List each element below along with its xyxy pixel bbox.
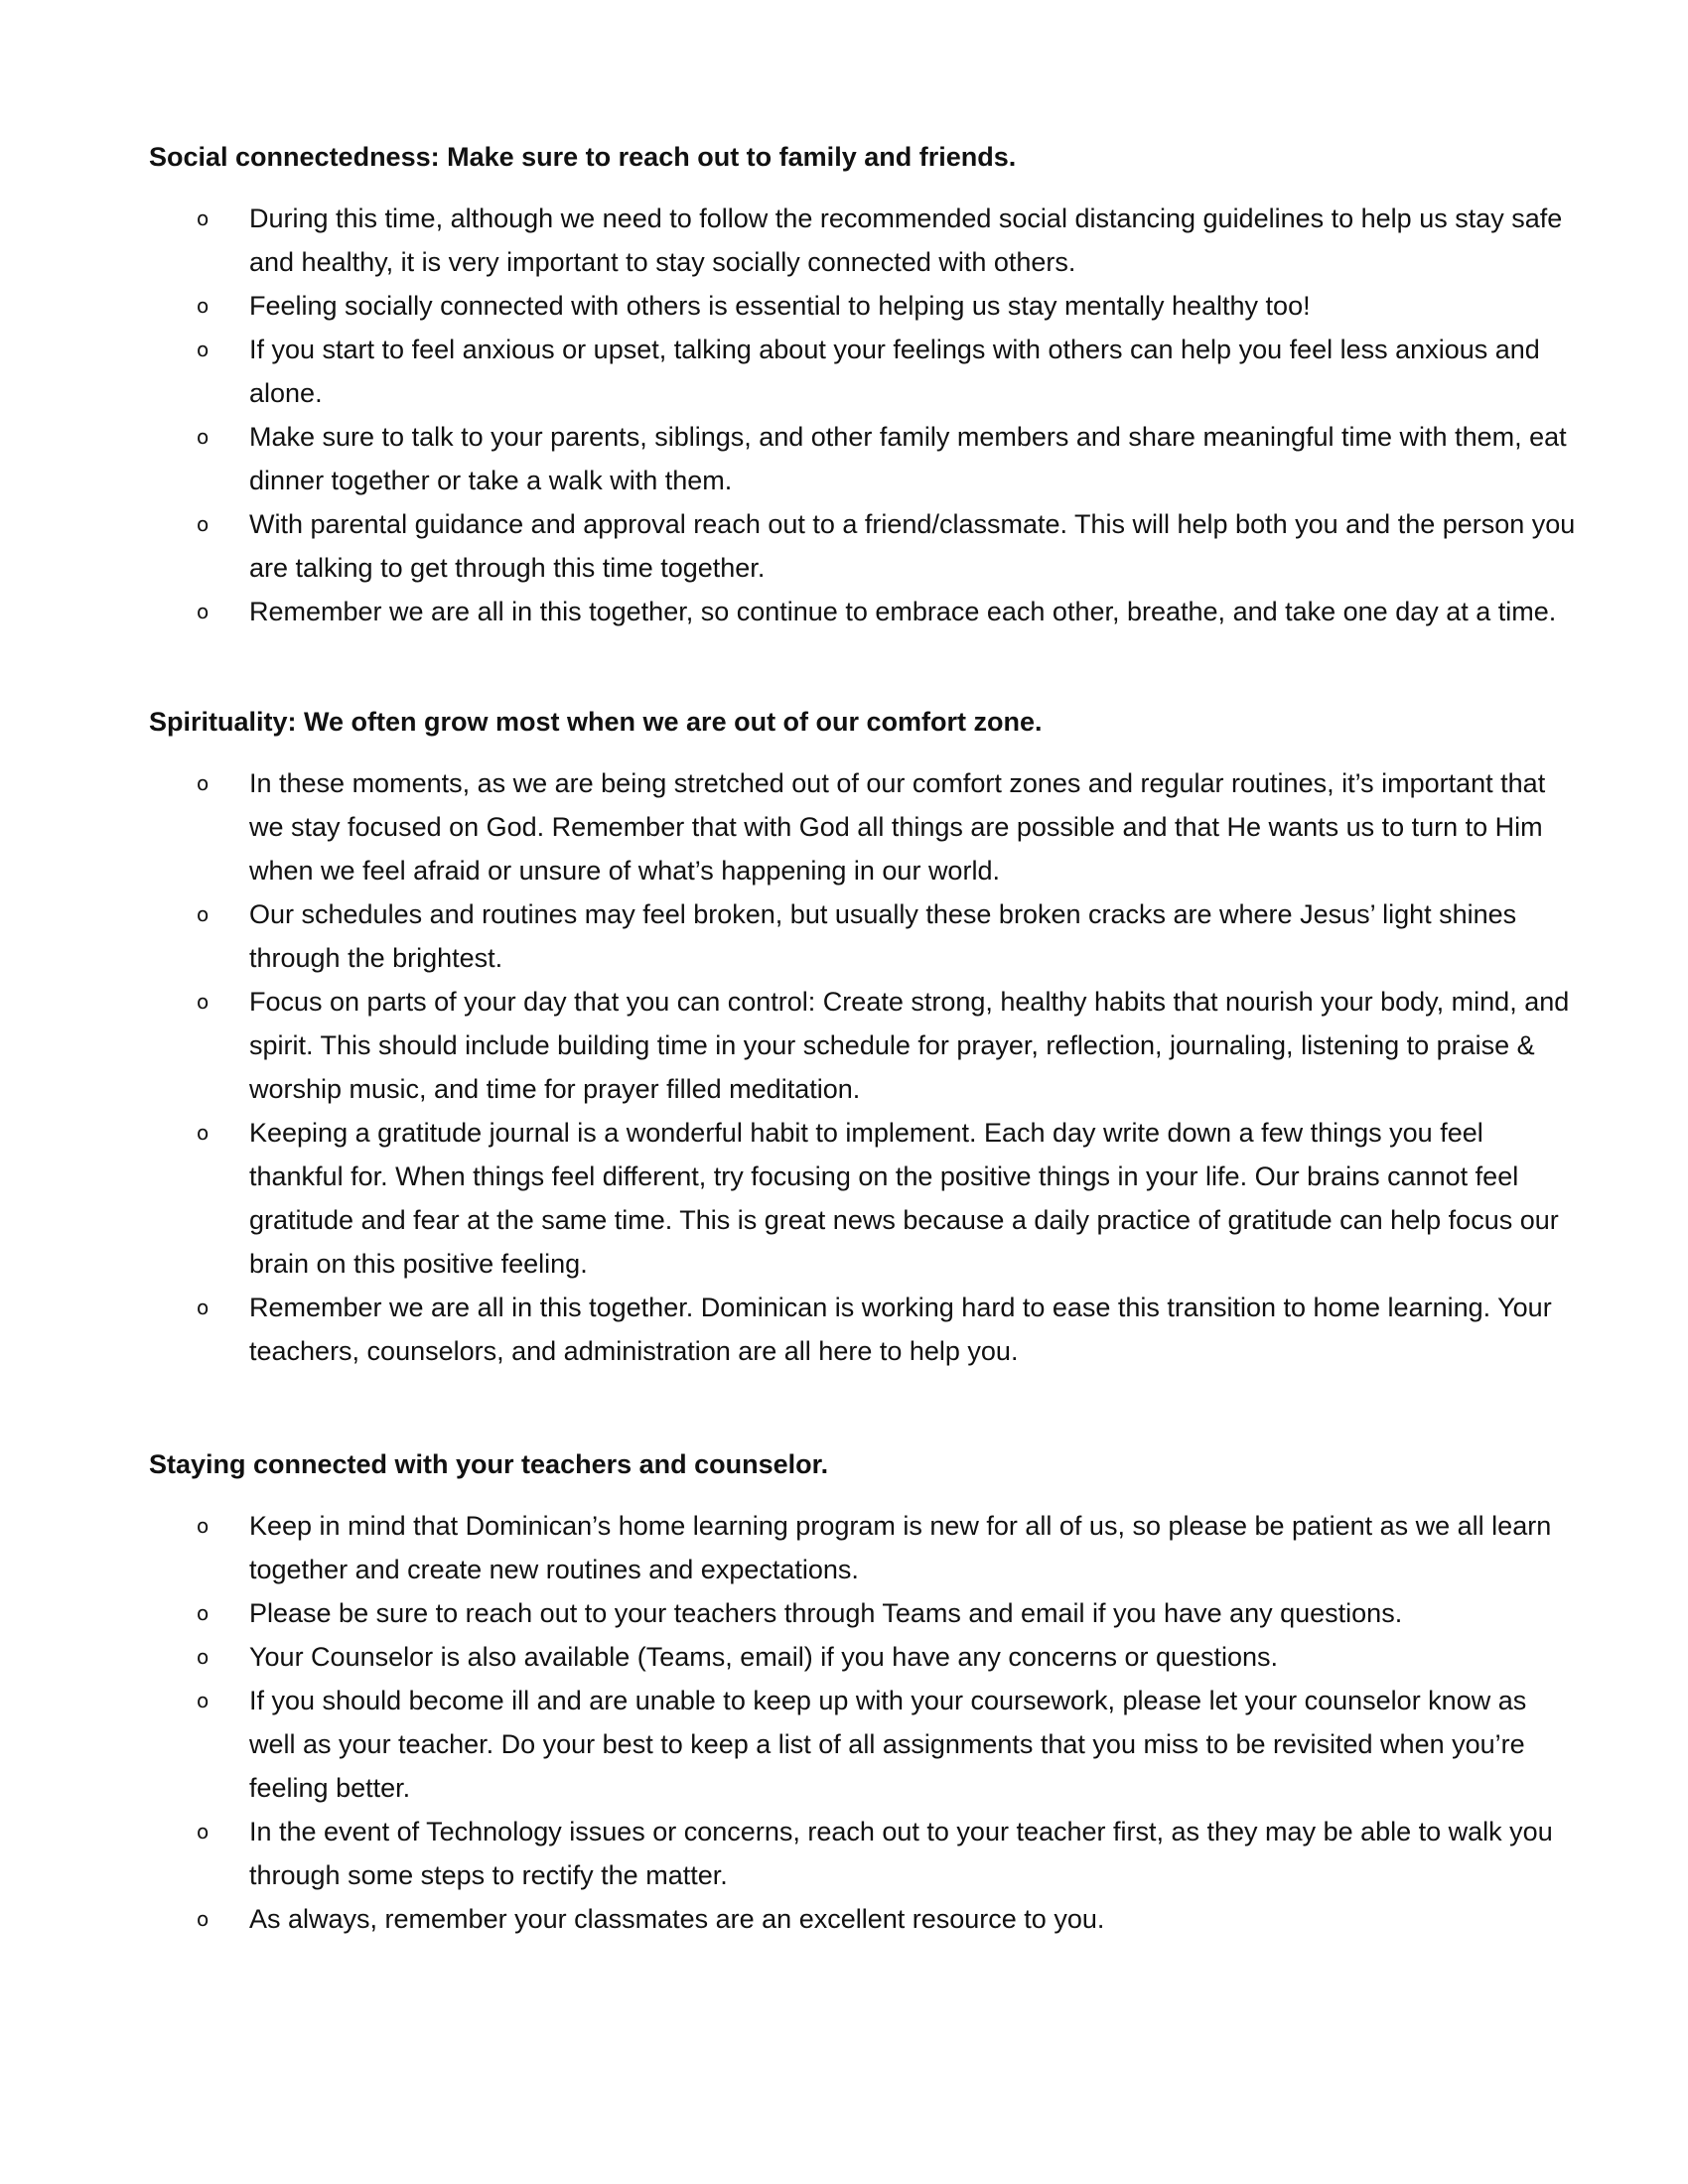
list-item-text: In these moments, as we are being stretched out of our comfort zones and regular routines, it’s important that we stay focused on God. Remember that with God all things are possible and that He wants us to turn to Him when we feel afraid or unsure of what’s happening in our world. [249, 768, 1546, 886]
list-item [149, 980, 1580, 1111]
list-item [149, 415, 1580, 502]
list-item-text: Your Counselor is also available (Teams, email) if you have any concerns or questions. [249, 1642, 1279, 1672]
section-heading: Social connectedness: Make sure to reach out to family and friends. [149, 142, 1017, 172]
circle-bullet-icon: o [197, 771, 210, 795]
list-item-text: Make sure to talk to your parents, siblings, and other family members and share meaningful time with them, eat dinner together or take a walk with them. [249, 422, 1567, 495]
list-item [149, 892, 1580, 980]
circle-bullet-icon: o [197, 902, 210, 926]
list-item-text: Keeping a gratitude journal is a wonderful habit to implement. Each day write down a few things you feel thankful for. When things feel different, try focusing on the positive things in your life. Our brains cannot feel gratitude and fear at the same time. This is great news because a daily practice of gratitude can help focus our brain on this positive feeling. [249, 1118, 1559, 1279]
list-item [149, 1897, 1580, 1941]
list-item-text: During this time, although we need to follow the recommended social distancing guidelines to help us stay safe and healthy, it is very important to stay socially connected with others. [249, 204, 1563, 277]
list-item [149, 1286, 1580, 1373]
list-item [149, 1111, 1580, 1286]
list-item-text: If you start to feel anxious or upset, talking about your feelings with others can help you feel less anxious and alone. [249, 335, 1540, 408]
list-item-text: Keep in mind that Dominican’s home learning program is new for all of us, so please be patient as we all learn together and create new routines and expectations. [249, 1511, 1552, 1584]
circle-bullet-icon: o [197, 1514, 210, 1538]
section-spirituality [149, 700, 1570, 1373]
list-item [149, 1504, 1580, 1591]
bullet-list [149, 1504, 1553, 1941]
list-item-text: If you should become ill and are unable to keep up with your coursework, please let your counselor know as well as your teacher. Do your best to keep a list of all assignments that you miss to be revisited when you’re feeling better. [249, 1686, 1527, 1803]
circle-bullet-icon: o [197, 425, 210, 449]
list-item-text: Please be sure to reach out to your teachers through Teams and email if you have any questions. [249, 1598, 1403, 1628]
list-item-text: Feeling socially connected with others is essential to helping us stay mentally healthy too! [249, 291, 1311, 321]
circle-bullet-icon: o [197, 206, 210, 230]
section-social-connectedness [149, 135, 1576, 633]
section-staying-connected [149, 1442, 1553, 1941]
circle-bullet-icon: o [197, 338, 210, 361]
list-item-text: With parental guidance and approval reach out to a friend/classmate. This will help both you and the person you are talking to get through this time together. [249, 509, 1576, 583]
list-item [149, 197, 1580, 284]
circle-bullet-icon: o [197, 294, 210, 318]
list-item [149, 284, 1580, 328]
circle-bullet-icon: o [197, 1645, 210, 1669]
list-item-text: In the event of Technology issues or concerns, reach out to your teacher first, as they may be able to walk you through some steps to rectify the matter. [249, 1817, 1553, 1890]
circle-bullet-icon: o [197, 1296, 210, 1319]
circle-bullet-icon: o [197, 1121, 210, 1145]
circle-bullet-icon: o [197, 1907, 210, 1931]
list-item [149, 1810, 1580, 1897]
list-item [149, 328, 1580, 415]
circle-bullet-icon: o [197, 600, 210, 623]
list-item-text: Remember we are all in this together, so continue to embrace each other, breathe, and take one day at a time. [249, 597, 1557, 626]
list-item-text: Remember we are all in this together. Dominican is working hard to ease this transition to home learning. Your teachers, counselors, and administration are all here to help you. [249, 1293, 1552, 1366]
list-item [149, 1635, 1580, 1679]
list-item [149, 590, 1580, 633]
circle-bullet-icon: o [197, 1689, 210, 1712]
list-item [149, 502, 1580, 590]
section-heading: Spirituality: We often grow most when we are out of our comfort zone. [149, 707, 1043, 737]
list-item-text: Focus on parts of your day that you can control: Create strong, healthy habits that nourish your body, mind, and spirit. This should include building time in your schedule for prayer, reflection, journaling, listening to praise & worship music, and time for prayer filled meditation. [249, 987, 1570, 1104]
list-item [149, 1591, 1580, 1635]
circle-bullet-icon: o [197, 990, 210, 1014]
circle-bullet-icon: o [197, 1820, 210, 1843]
list-item [149, 1679, 1580, 1810]
section-heading: Staying connected with your teachers and counselor. [149, 1449, 829, 1479]
circle-bullet-icon: o [197, 1601, 210, 1625]
list-item-text: As always, remember your classmates are an excellent resource to you. [249, 1904, 1105, 1934]
bullet-list [149, 761, 1570, 1373]
list-item-text: Our schedules and routines may feel broken, but usually these broken cracks are where Jesus’ light shines through the brightest. [249, 899, 1517, 973]
circle-bullet-icon: o [197, 512, 210, 536]
bullet-list [149, 197, 1576, 633]
list-item [149, 761, 1580, 892]
